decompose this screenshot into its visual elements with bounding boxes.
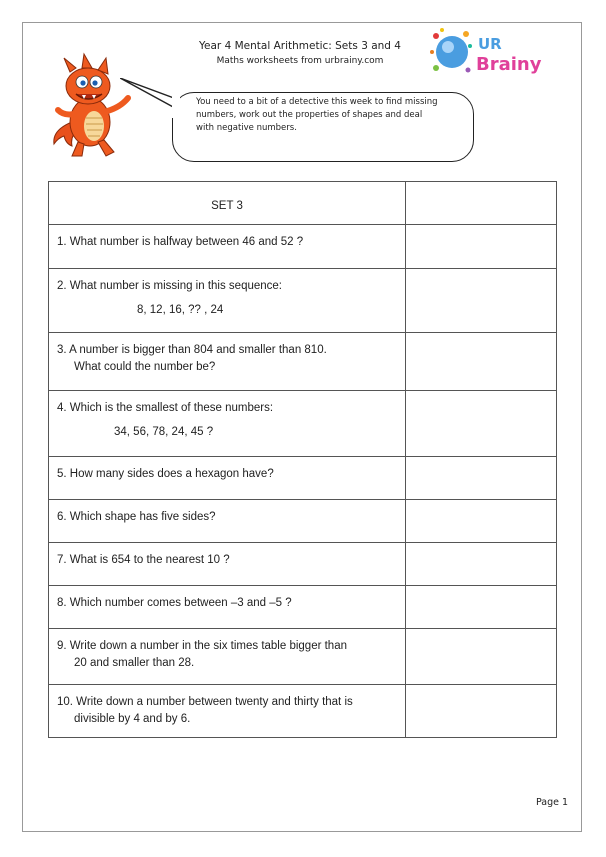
question-text: 10. Write down a number between twenty and thirty that is <box>57 696 353 708</box>
question-table <box>48 181 557 738</box>
question-6 <box>49 500 406 543</box>
bubble-line: numbers, work out the properties of shapes and deal <box>196 110 423 120</box>
page-title: Year 4 Mental Arithmetic: Sets 3 and 4 <box>199 40 401 52</box>
answer-cell[interactable] <box>406 543 557 586</box>
question-row <box>49 586 557 629</box>
answer-cell[interactable] <box>406 391 557 457</box>
question-text: 2. What number is missing in this sequence: <box>57 280 282 292</box>
question-5 <box>49 457 406 500</box>
page-subtitle: Maths worksheets from urbrainy.com <box>216 56 384 66</box>
question-row <box>49 629 557 685</box>
page-number: Page 1 <box>536 797 569 808</box>
speech-bubble-tail-cover <box>170 96 180 118</box>
svg-text:UR: UR <box>478 35 502 53</box>
question-row <box>49 500 557 543</box>
set-heading: SET 3 <box>49 182 406 225</box>
question-7 <box>49 543 406 586</box>
urbrainy-logo <box>430 26 550 78</box>
question-3 <box>49 333 406 391</box>
question-text: 8. Which number comes between –3 and –5 ? <box>57 597 292 609</box>
bubble-line: with negative numbers. <box>196 123 297 133</box>
question-text: 4. Which is the smallest of these numbers: <box>57 402 274 414</box>
answer-cell[interactable] <box>406 685 557 738</box>
bubble-line: You need to a bit of a detective this week to find missing <box>196 97 438 107</box>
question-text-line2: 20 and smaller than 28. <box>74 657 195 669</box>
question-row <box>49 225 557 269</box>
answer-cell[interactable] <box>406 586 557 629</box>
question-row <box>49 333 557 391</box>
question-row <box>49 543 557 586</box>
answer-cell[interactable] <box>406 333 557 391</box>
question-text: 7. What is 654 to the nearest 10 ? <box>57 554 230 566</box>
answer-cell[interactable] <box>406 225 557 269</box>
table-header-row <box>49 182 557 225</box>
question-sequence: 8, 12, 16, ?? , 24 <box>137 304 224 316</box>
question-text-line2: divisible by 4 and by 6. <box>74 713 191 725</box>
question-text-line2: What could the number be? <box>74 361 216 373</box>
speech-bubble-text <box>196 96 466 135</box>
question-text: 9. Write down a number in the six times table bigger than <box>57 640 347 652</box>
answer-cell[interactable] <box>406 629 557 685</box>
question-row <box>49 391 557 457</box>
answer-cell[interactable] <box>406 500 557 543</box>
svg-text:Brainy: Brainy <box>476 54 542 75</box>
question-text: 1. What number is halfway between 46 and 52 ? <box>57 236 304 248</box>
question-1 <box>49 225 406 269</box>
question-row <box>49 269 557 333</box>
question-4 <box>49 391 406 457</box>
question-9 <box>49 629 406 685</box>
question-text: 5. How many sides does a hexagon have? <box>57 468 274 480</box>
question-row <box>49 457 557 500</box>
question-numbers: 34, 56, 78, 24, 45 ? <box>114 426 214 438</box>
question-2 <box>49 269 406 333</box>
question-8 <box>49 586 406 629</box>
question-text: 6. Which shape has five sides? <box>57 511 216 523</box>
answer-header-cell <box>406 182 557 225</box>
question-row <box>49 685 557 738</box>
question-text: 3. A number is bigger than 804 and smaller than 810. <box>57 344 327 356</box>
question-10 <box>49 685 406 738</box>
answer-cell[interactable] <box>406 269 557 333</box>
answer-cell[interactable] <box>406 457 557 500</box>
